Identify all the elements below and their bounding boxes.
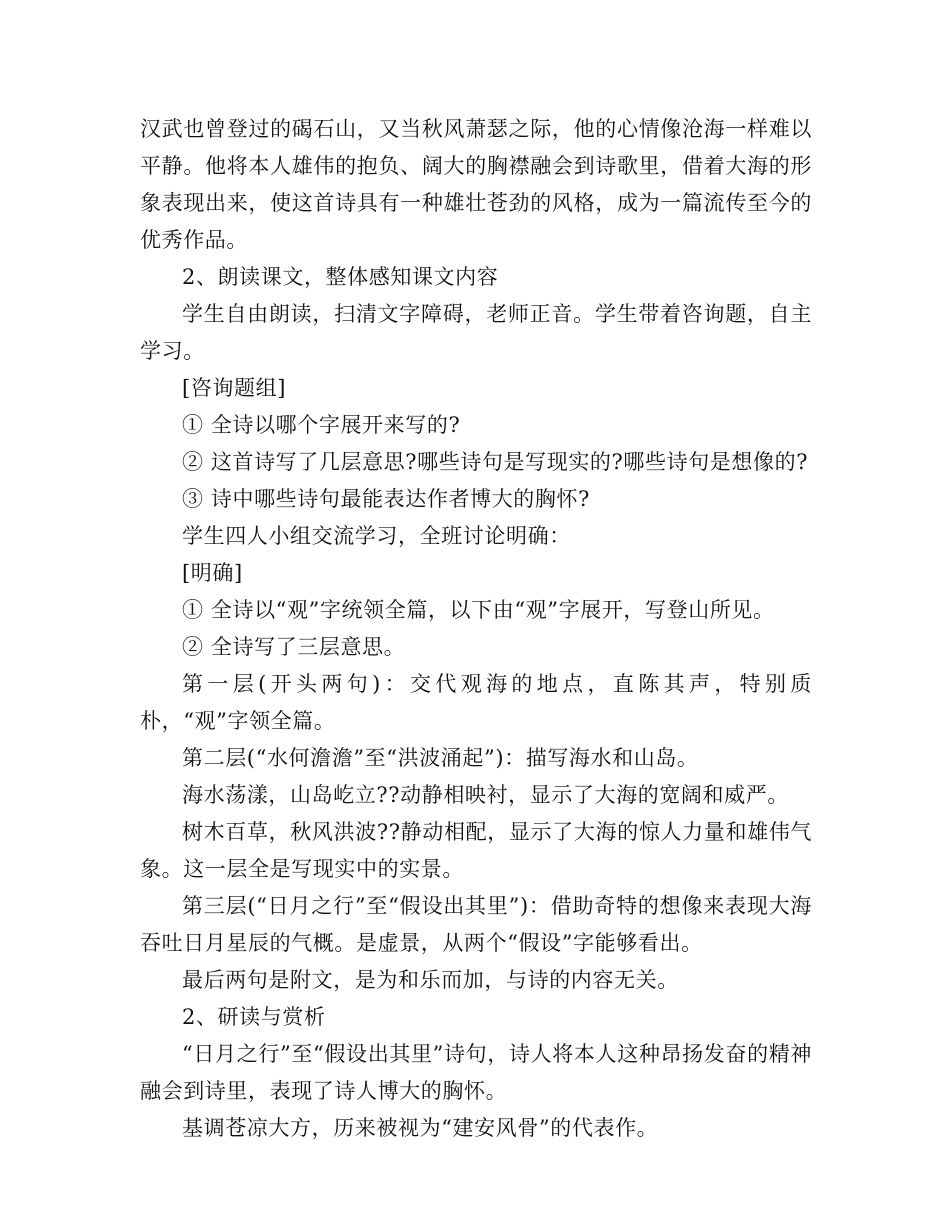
paragraph-intro-continuation: 汉武也曾登过的碣石山，又当秋风萧瑟之际，他的心情像沧海一样难以平静。他将本人雄伟的抱负、阔大的胸襟融会到诗歌里，借着大海的形象表现出来，使这首诗具有一种雄壮苍劲的风格，成为一篇流传至今的优秀作品。	[140, 117, 812, 252]
paragraph-layer-3: 第三层(“日月之行”至“假设出其里”)：借助奇特的想像来表现大海吞吐日月星辰的气概。是虚景，从两个“假设”字能够看出。	[140, 894, 812, 955]
paragraph-study-analysis: “日月之行”至“假设出其里”诗句，诗人将本人这种昂扬发奋的精神融会到诗里，表现了诗人博大的胸怀。	[140, 1042, 812, 1103]
answer-item-1: ① 全诗以“观”字统领全篇，以下由“观”字展开，写登山所见。	[182, 598, 775, 622]
paragraph-group-discussion: 学生四人小组交流学习，全班讨论明确：	[182, 524, 571, 548]
paragraph-free-reading: 学生自由朗读，扫清文字障碍，老师正音。学生带着咨询题，自主学习。	[140, 302, 812, 363]
question-item-1: ① 全诗以哪个字展开来写的?	[182, 413, 461, 437]
question-item-2: ② 这首诗写了几层意思?哪些诗句是写现实的?哪些诗句是想像的?	[182, 450, 809, 474]
question-group-label: [咨询题组]	[182, 376, 286, 400]
section-heading-study: 2、研读与赏析	[182, 1005, 326, 1029]
paragraph-trees-wind: 树木百草，秋风洪波??静动相配，显示了大海的惊人力量和雄伟气象。这一层全是写现实中的实景。	[140, 820, 812, 881]
section-heading-reading: 2、朗读课文，整体感知课文内容	[182, 265, 499, 289]
paragraph-last-two-lines: 最后两句是附文，是为和乐而加，与诗的内容无关。	[182, 968, 679, 992]
answer-label: [明确]	[182, 561, 243, 585]
document-body	[140, 111, 812, 1147]
paragraph-layer-2: 第二层(“水何澹澹”至“洪波涌起”)：描写海水和山岛。	[182, 746, 699, 770]
paragraph-layer-1: 第一层(开头两句)：交代观海的地点，直陈其声，特别质朴，“观”字领全篇。	[140, 672, 812, 733]
answer-item-2: ② 全诗写了三层意思。	[182, 635, 406, 659]
question-item-3: ③ 诗中哪些诗句最能表达作者博大的胸怀?	[182, 487, 590, 511]
paragraph-sea-island: 海水荡漾，山岛屹立??动静相映衬，显示了大海的宽阔和威严。	[182, 783, 789, 807]
paragraph-tone: 基调苍凉大方，历来被视为“建安风骨”的代表作。	[182, 1116, 659, 1140]
